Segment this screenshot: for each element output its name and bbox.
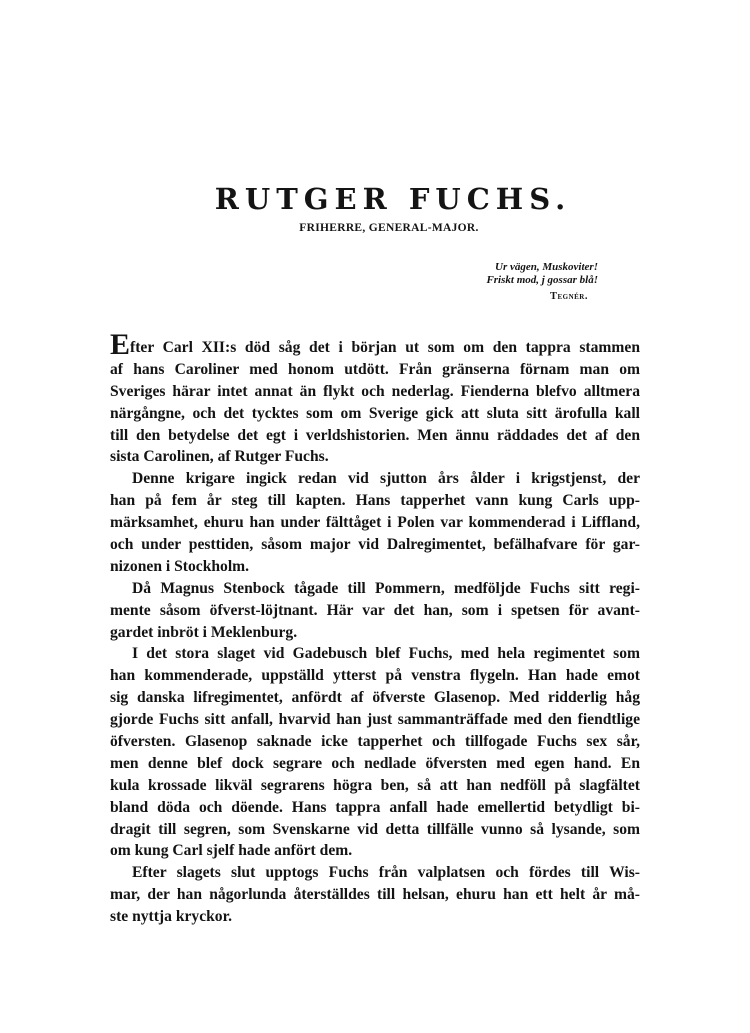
body-line: märksamhet, ehuru han under fälttåget i Polen var kommenderad i Liffland, [110,514,640,532]
body-line: sig danska lifregimentet, anfördt af öfverste Glasenop. Med ridderlig håg [110,689,640,707]
body-line: Denne krigare ingick redan vid sjutton års ålder i krigstjenst, der [132,470,640,488]
drop-cap: E [110,328,131,361]
body-line: gardet inbröt i Meklenburg. [110,623,298,641]
epigraph-author: Tegnér. [549,291,588,302]
body-line: nizonen i Stockholm. [110,557,250,575]
body-line: gjorde Fuchs sitt anfall, hvarvid han just sammanträffade med den fiendtlige [110,711,640,729]
body-line: sista Carolinen, af Rutger Fuchs. [110,448,329,466]
body-line: Efter Carl XII:s död såg det i början ut som om den tappra stammen [110,328,640,361]
body-line: kula krossade likväl segrarens högra ben, så att han nedföll på slagfältet [110,776,640,794]
body-line: om kung Carl sjelf hade anfört dem. [110,842,353,860]
body-line: af hans Caroliner med honom utdött. Från gränserna förnam man om [110,360,640,378]
body-line: öfversten. Glasenop saknade icke tapperhet och tillfogade Fuchs sex sår, [110,733,640,751]
page-subtitle: FRIHERRE, GENERAL-MAJOR. [299,222,479,234]
body-line: Efter slagets slut upptogs Fuchs från valplatsen och fördes till Wis- [132,864,640,882]
body-line: Sveriges härar intet annat än flykt och nederlag. Fienderna blefvo alltmera [110,382,640,400]
body-line: men denne blef dock segrare och nedlade öfversten med egen hand. En [110,754,640,772]
epigraph-line: Ur vägen, Muskoviter! [495,261,598,273]
body-line: mar, der han någorlunda återställdes till helsan, ehuru han ett helt år må- [110,886,640,904]
body-line: och under pesttiden, såsom major vid Dalregimentet, befälhafvare för gar- [110,536,640,554]
body-line: till den betydelse det egt i verldshistorien. Men ännu räddades det af den [110,426,640,444]
body-line: ste nyttja kryckor. [110,908,232,926]
body-line: mente såsom öfverst-löjtnant. Här var det han, som i spetsen för avant- [110,601,640,619]
body-line: han på fem år steg till kapten. Hans tapperhet vann kung Carls upp- [110,492,640,510]
epigraph-line: Friskt mod, j gossar blå! [486,274,598,286]
page-title: RUTGER FUCHS. [214,182,572,216]
body-line: han kommenderade, uppställd ytterst på venstra flygeln. Han hade emot [110,667,640,685]
body-line: Då Magnus Stenbock tågade till Pommern, medföljde Fuchs sitt regi- [132,579,640,597]
body-line: närgångne, och det tycktes som om Sverige gick att sluta sitt ärofulla kall [110,404,640,422]
epigraph [0,261,598,287]
body-line: bland döda och döende. Hans tappra anfall hade emellertid betydligt bi- [110,798,640,816]
body-text [110,328,640,928]
body-line: dragit till segren, som Svenskarne vid detta tillfälle vunno så lysande, som [110,820,640,838]
body-line: I det stora slaget vid Gadebusch blef Fuchs, med hela regimentet som [132,645,640,663]
